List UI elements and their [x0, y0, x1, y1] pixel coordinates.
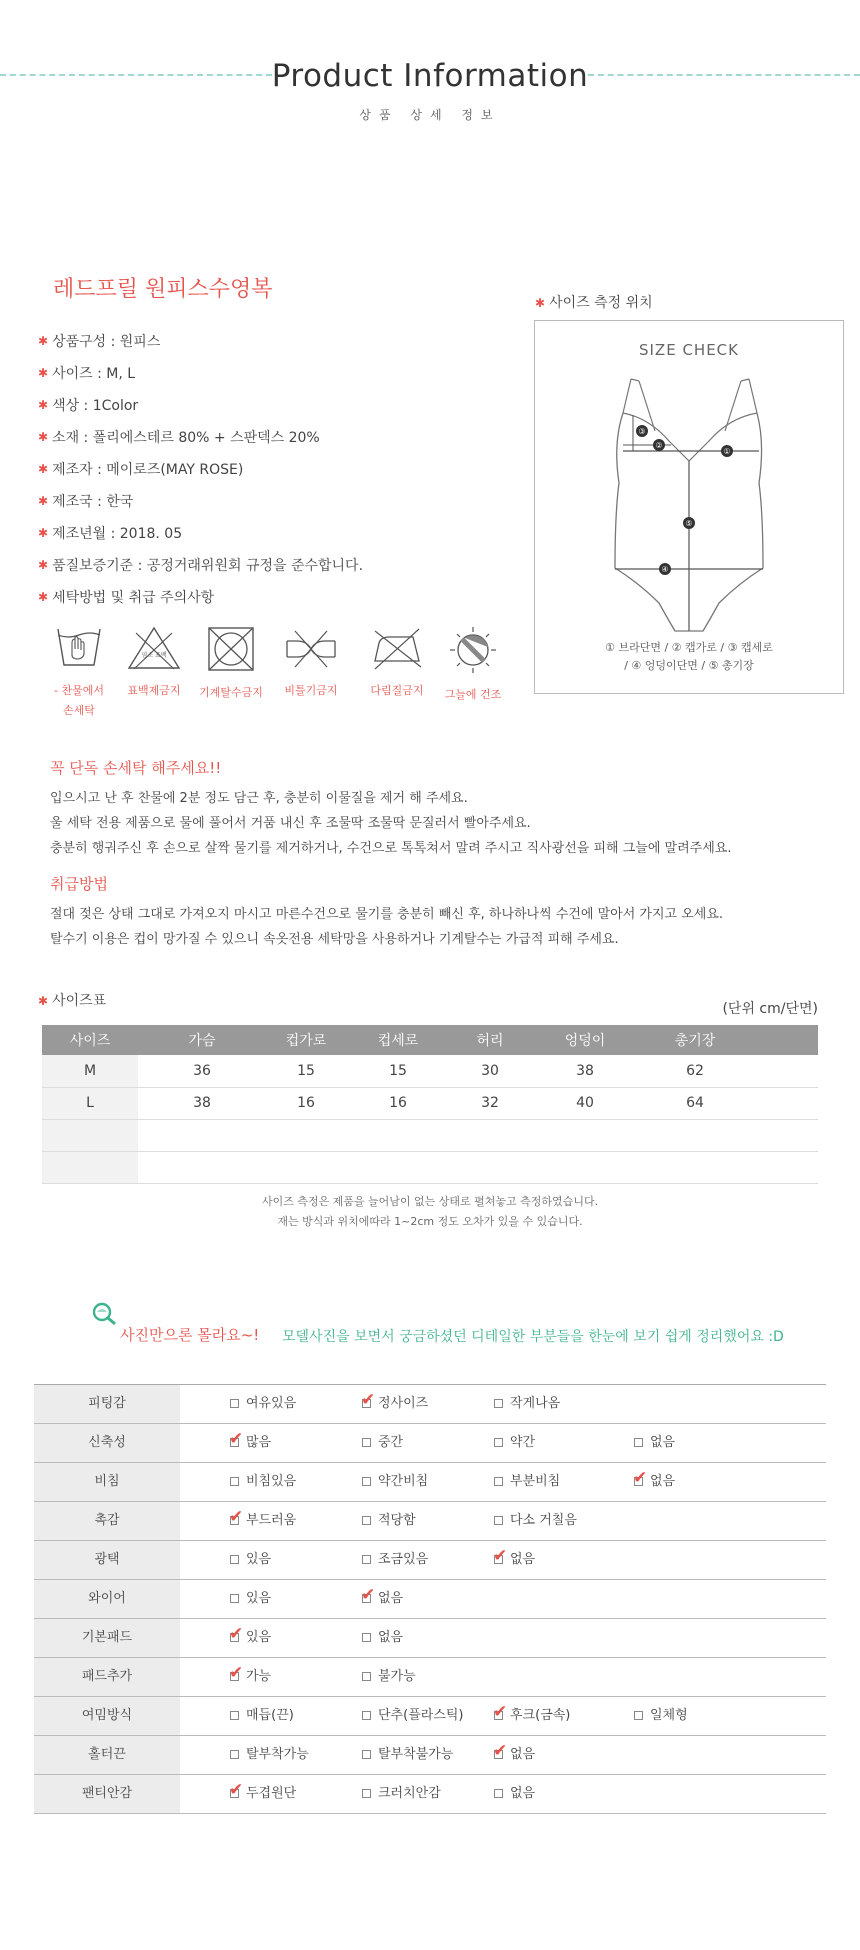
checkbox-icon: [634, 1438, 643, 1447]
svg-text:⑤: ⑤: [685, 519, 693, 528]
feature-option-label: 없음: [510, 1786, 536, 1801]
size-check-caption: ① 브라단면 / ② 캡가로 / ③ 캡세로 / ④ 엉덩이단면 / ⑤ 총기장: [605, 641, 773, 672]
bullet-icon: ✱: [38, 590, 49, 604]
feature-option: [362, 1736, 453, 1774]
checkbox-icon: [362, 1672, 371, 1681]
checked-checkbox-icon: [361, 1585, 376, 1605]
table-row: M 36 15 15 30 38 62: [42, 1055, 818, 1087]
feature-option-label: 가능: [246, 1669, 272, 1684]
feature-option: [230, 1385, 296, 1423]
bullet-icon: ✱: [38, 398, 49, 412]
checkbox-icon: [494, 1516, 503, 1525]
checked-checkbox-icon: [493, 1702, 508, 1722]
feature-option: [362, 1463, 428, 1501]
care-label: 그늘에 건조: [444, 688, 502, 701]
bullet-icon: ✱: [38, 558, 49, 572]
banner-description: 모델사진을 보면서 궁금하셨던 디테일한 부분들을 한눈에 보기 쉽게 정리했어요 :D: [282, 1329, 784, 1345]
feature-table: [34, 1384, 826, 1814]
feature-option: [230, 1502, 296, 1540]
feature-option: [634, 1463, 675, 1501]
feature-option: [230, 1658, 271, 1696]
feature-option-label: 단추(플라스틱): [378, 1708, 464, 1723]
feature-option: [634, 1424, 675, 1462]
bullet-icon: ✱: [38, 430, 49, 444]
checkbox-icon: [230, 1399, 239, 1408]
care-item-dry-in-shade: [432, 625, 514, 705]
feature-option: [362, 1502, 416, 1540]
feature-option: [494, 1463, 560, 1501]
check-mark-icon: ✔: [493, 1702, 508, 1722]
feature-option-label: 중간: [378, 1435, 404, 1450]
table-row: L 38 16 16 32 40 64: [42, 1087, 818, 1119]
checkbox-icon: [494, 1399, 503, 1408]
care-item-hand-wash: [38, 625, 120, 721]
checkbox-icon: [230, 1750, 239, 1759]
feature-option-label: 후크(금속): [510, 1708, 571, 1723]
bullet-icon: ✱: [38, 526, 49, 540]
feature-row: [34, 1502, 826, 1541]
checked-checkbox-icon: [229, 1429, 244, 1449]
feature-option: [230, 1463, 296, 1501]
feature-row: [34, 1697, 826, 1736]
feature-option-label: 작게나옴: [510, 1396, 561, 1411]
handling-notice: [50, 873, 830, 952]
feature-label: 와이어: [34, 1580, 180, 1618]
checkbox-icon: [362, 1438, 371, 1447]
spec-item: ✱ 색상 : 1Color: [38, 398, 139, 414]
feature-row: [34, 1775, 826, 1814]
check-mark-icon: ✔: [229, 1663, 244, 1683]
feature-option-label: 조금있음: [378, 1552, 429, 1567]
feature-row: [34, 1424, 826, 1463]
size-table: [42, 1025, 818, 1184]
feature-option: [494, 1736, 535, 1774]
feature-option-label: 없음: [510, 1552, 536, 1567]
size-table-title: ✱ 사이즈표: [38, 993, 107, 1009]
checked-checkbox-icon: [493, 1546, 508, 1566]
bullet-icon: ✱: [38, 366, 49, 380]
feature-label: 팬티안감: [34, 1775, 180, 1813]
feature-label: 기본패드: [34, 1619, 180, 1657]
care-label: 다림질금지: [370, 684, 424, 697]
care-label: 비틀기금지: [284, 684, 338, 697]
dry-in-shade-icon: [446, 625, 500, 675]
feature-option-label: 크러치안감: [378, 1786, 441, 1801]
feature-option-label: 약간비침: [378, 1474, 429, 1489]
spec-item: ✱ 세탁방법 및 취급 주의사항: [38, 590, 215, 606]
spec-item: ✱ 품질보증기준 : 공정거래위원회 규정을 준수합니다.: [38, 558, 364, 574]
feature-option: [230, 1580, 271, 1618]
check-mark-icon: ✔: [229, 1780, 244, 1800]
svg-text:①: ①: [723, 447, 731, 456]
feature-row: [34, 1736, 826, 1775]
spec-item: ✱ 사이즈 : M, L: [38, 366, 136, 382]
feature-option-label: 탈부착가능: [246, 1747, 309, 1762]
checked-checkbox-icon: [633, 1468, 648, 1488]
spec-item: ✱ 상품구성 : 원피스: [38, 334, 161, 350]
feature-label: 홀터끈: [34, 1736, 180, 1774]
feature-option: [494, 1385, 560, 1423]
feature-row: [34, 1463, 826, 1502]
spec-item: ✱ 소재 : 폴리에스테르 80% + 스판덱스 20%: [38, 430, 320, 446]
feature-option: [230, 1424, 271, 1462]
product-name: 레드프릴 원피스수영복: [53, 277, 273, 302]
checkbox-icon: [494, 1438, 503, 1447]
feature-option-label: 적당함: [378, 1513, 416, 1528]
feature-option: [362, 1775, 441, 1813]
feature-label: 광택: [34, 1541, 180, 1579]
checked-checkbox-icon: [229, 1663, 244, 1683]
feature-option-label: 없음: [650, 1435, 676, 1450]
checkbox-icon: [230, 1555, 239, 1564]
no-wring-icon: [283, 625, 339, 671]
washing-line: 충분히 행궈주신 후 손으로 살짝 물기를 제거하거나, 수건으로 톡톡쳐서 말려 주시고 직사광선을 피해 그늘에 말려주세요.: [50, 841, 732, 856]
spec-item: ✱ 제조년월 : 2018. 05: [38, 526, 183, 542]
feature-option: [494, 1424, 535, 1462]
feature-option: [362, 1541, 428, 1579]
check-mark-icon: ✔: [361, 1390, 376, 1410]
feature-option-label: 부드러움: [246, 1513, 297, 1528]
size-check-title: ✱ 사이즈 측정 위치: [535, 295, 653, 311]
feature-option-label: 없음: [378, 1591, 404, 1606]
check-mark-icon: ✔: [361, 1585, 376, 1605]
care-item-no-machine-dry: [190, 625, 272, 703]
checked-checkbox-icon: [229, 1780, 244, 1800]
checkbox-icon: [230, 1477, 239, 1486]
feature-option-label: 불가능: [378, 1669, 416, 1684]
feature-option-label: 매듭(끈): [246, 1708, 294, 1723]
feature-row: [34, 1541, 826, 1580]
checkbox-icon: [362, 1750, 371, 1759]
feature-option-label: 일체형: [650, 1708, 688, 1723]
bullet-icon: ✱: [38, 462, 49, 476]
feature-option-label: 있음: [246, 1552, 272, 1567]
handling-line: 탈수기 이용은 컵이 망가질 수 있으니 속옷전용 세탁망을 사용하거나 기계탈수는 가급적 피해 주세요.: [50, 932, 619, 947]
checkbox-icon: [230, 1711, 239, 1720]
check-mark-icon: ✔: [493, 1546, 508, 1566]
bullet-icon: ✱: [535, 296, 546, 310]
care-label: - 찬물에서 손세탁: [54, 684, 104, 717]
care-item-no-bleach: [113, 625, 195, 701]
section-header: [0, 58, 860, 122]
table-row: [42, 1119, 818, 1151]
feature-option: [230, 1775, 296, 1813]
feature-option: [362, 1424, 403, 1462]
size-table-note: 사이즈 측정은 제품을 늘어남이 없는 상태로 펼쳐놓고 측정하였습니다. 재는 방식과 위치에따라 1~2cm 정도 오차가 있을 수 있습니다.: [261, 1195, 599, 1228]
feature-option: [362, 1619, 403, 1657]
feature-option: [230, 1736, 309, 1774]
svg-text:염소 표백: 염소 표백: [141, 652, 167, 659]
no-iron-icon: [369, 625, 425, 671]
no-bleach-icon: [126, 625, 182, 671]
feature-row: [34, 1658, 826, 1697]
feature-option: [362, 1385, 428, 1423]
feature-option-label: 탈부착불가능: [378, 1747, 454, 1762]
feature-label: 비침: [34, 1463, 180, 1501]
bullet-icon: ✱: [38, 994, 49, 1008]
feature-option-label: 없음: [510, 1747, 536, 1762]
spec-item: ✱ 제조국 : 한국: [38, 494, 134, 510]
checkbox-icon: [494, 1477, 503, 1486]
product-spec-list: [38, 325, 518, 613]
checkbox-icon: [634, 1711, 643, 1720]
checkbox-icon: [494, 1789, 503, 1798]
no-machine-dry-icon: [205, 625, 257, 673]
banner-headline: 사진만으론 몰라요~!: [120, 1326, 260, 1344]
check-mark-icon: ✔: [229, 1429, 244, 1449]
table-row: [42, 1151, 818, 1183]
care-item-no-wring: [270, 625, 352, 701]
feature-option-label: 있음: [246, 1591, 272, 1606]
check-mark-icon: ✔: [493, 1741, 508, 1761]
care-item-no-iron: [356, 625, 438, 701]
checkbox-icon: [362, 1516, 371, 1525]
checked-checkbox-icon: [229, 1507, 244, 1527]
checkbox-icon: [230, 1594, 239, 1603]
feature-option: [634, 1697, 688, 1735]
checkbox-icon: [362, 1633, 371, 1642]
check-mark-icon: ✔: [229, 1624, 244, 1644]
care-label: 표백제금지: [127, 684, 181, 697]
feature-row: [34, 1385, 826, 1424]
size-table-unit: (단위 cm/단면): [722, 1001, 818, 1017]
feature-label: 여밈방식: [34, 1697, 180, 1735]
feature-option: [494, 1502, 577, 1540]
feature-option: [230, 1619, 271, 1657]
size-check-heading: SIZE CHECK: [638, 341, 739, 359]
checkbox-icon: [362, 1711, 371, 1720]
washing-line: 울 세탁 전용 제품으로 물에 풀어서 거품 내신 후 조물딱 조물딱 문질러서 빨아주세요.: [50, 816, 531, 831]
checked-checkbox-icon: [229, 1624, 244, 1644]
feature-option: [362, 1697, 464, 1735]
feature-option-label: 많음: [246, 1435, 272, 1450]
feature-option-label: 없음: [378, 1630, 404, 1645]
hand-wash-icon: [54, 625, 104, 671]
feature-option-label: 다소 거칠음: [510, 1513, 577, 1528]
checkbox-icon: [362, 1789, 371, 1798]
check-mark-icon: ✔: [229, 1507, 244, 1527]
magnifier-icon: [90, 1302, 120, 1326]
size-table-header: 사이즈 가슴 컵가로 컵세로 허리 엉덩이 총기장: [42, 1025, 818, 1055]
checked-checkbox-icon: [493, 1741, 508, 1761]
svg-text:④: ④: [661, 565, 669, 574]
feature-row: [34, 1580, 826, 1619]
washing-title: 꼭 단독 손세탁 해주세요!!: [50, 759, 222, 777]
feature-option: [362, 1580, 403, 1618]
feature-label: 피팅감: [34, 1385, 180, 1423]
feature-option-label: 있음: [246, 1630, 272, 1645]
bullet-icon: ✱: [38, 334, 49, 348]
spec-item: ✱ 제조자 : 메이로즈(MAY ROSE): [38, 462, 244, 478]
feature-option: [494, 1697, 570, 1735]
swimsuit-diagram: [609, 373, 769, 635]
handling-line: 절대 젖은 상태 그대로 가져오지 마시고 마른수건으로 물기를 충분히 빼신 후, 하나하나씩 수건에 말아서 가지고 오세요.: [50, 907, 724, 922]
handling-title: 취급방법: [50, 875, 108, 893]
care-label: 기계탈수금지: [199, 686, 263, 699]
feature-option: [494, 1541, 535, 1579]
feature-option-label: 부분비침: [510, 1474, 561, 1489]
detail-banner: [90, 1302, 850, 1352]
feature-label: 촉감: [34, 1502, 180, 1540]
checkbox-icon: [362, 1477, 371, 1486]
svg-text:②: ②: [655, 441, 663, 450]
bullet-icon: ✱: [38, 494, 49, 508]
size-check-panel: [534, 320, 844, 694]
svg-text:③: ③: [638, 427, 646, 436]
page-subtitle: 상품 상세 정보: [359, 108, 501, 122]
checkbox-icon: [362, 1555, 371, 1564]
feature-option-label: 비침있음: [246, 1474, 297, 1489]
feature-option-label: 약간: [510, 1435, 536, 1450]
feature-option-label: 두겹원단: [246, 1786, 297, 1801]
feature-option-label: 없음: [650, 1474, 676, 1489]
washing-notice: [50, 757, 830, 861]
care-icons: [38, 625, 518, 735]
feature-option: [230, 1541, 271, 1579]
feature-row: [34, 1619, 826, 1658]
feature-label: 패드추가: [34, 1658, 180, 1696]
checked-checkbox-icon: [361, 1390, 376, 1410]
feature-option: [362, 1658, 416, 1696]
check-mark-icon: ✔: [633, 1468, 648, 1488]
feature-option-label: 여유있음: [246, 1396, 297, 1411]
feature-option: [230, 1697, 294, 1735]
feature-label: 신축성: [34, 1424, 180, 1462]
feature-option: [494, 1775, 535, 1813]
washing-line: 입으시고 난 후 찬물에 2분 정도 담근 후, 충분히 이물질을 제거 해 주세요.: [50, 791, 468, 806]
page-title: Product Information: [271, 58, 589, 94]
feature-option-label: 정사이즈: [378, 1396, 429, 1411]
